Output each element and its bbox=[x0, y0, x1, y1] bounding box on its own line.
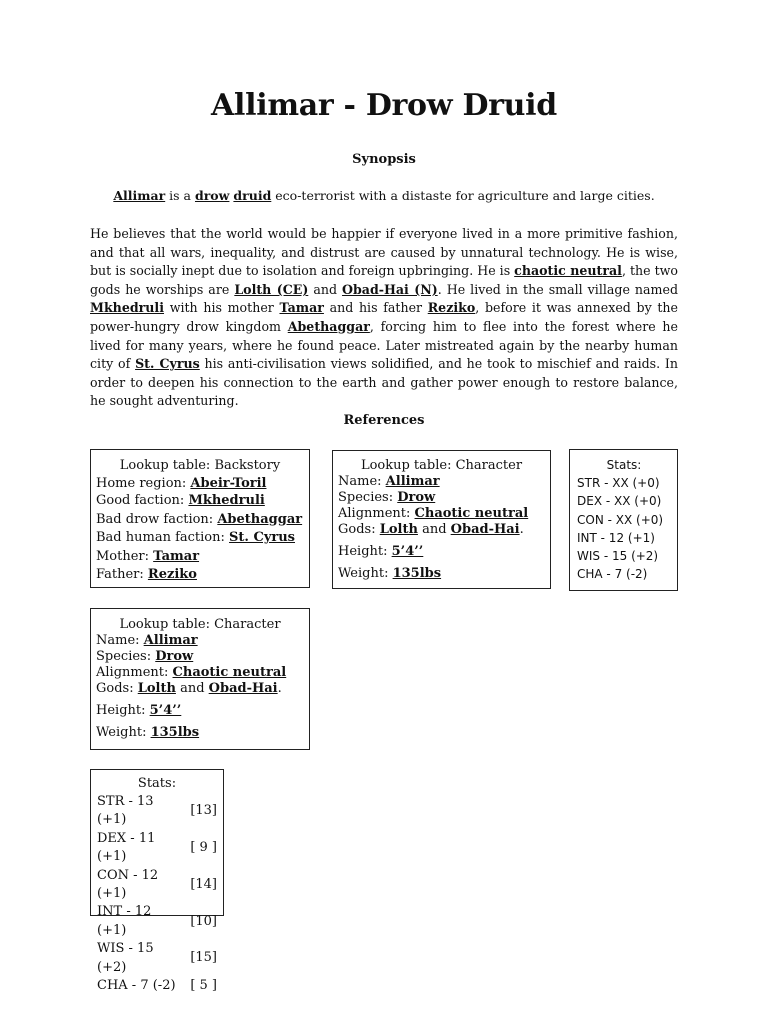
stat-row: WIS - 15 (+2) bbox=[577, 549, 659, 564]
row-label: Name: bbox=[96, 633, 144, 648]
row-text: . bbox=[277, 681, 282, 696]
name-link[interactable]: Allimar bbox=[113, 188, 166, 203]
character-table-bottom bbox=[90, 608, 310, 750]
stat-row: STR - XX (+0) bbox=[577, 476, 660, 491]
row-label: Good faction: bbox=[96, 493, 189, 508]
row-label: Home region: bbox=[96, 475, 191, 491]
stat-row bbox=[97, 867, 217, 904]
summary-text: eco-terrorist with a distaste for agriculture and large cities. bbox=[271, 188, 655, 203]
character-row-alignment bbox=[96, 665, 304, 681]
god-obad-hai-link[interactable]: Obad-Hai (N) bbox=[342, 281, 438, 297]
stat-row: CHA - 7 (-2) bbox=[577, 567, 648, 582]
paragraph-text: . He lived in the small village named bbox=[437, 281, 679, 297]
mother-link[interactable]: Tamar bbox=[279, 300, 324, 316]
row-label: Bad human faction: bbox=[96, 530, 230, 545]
alignment-ref-link[interactable]: Chaotic neutral bbox=[172, 665, 287, 680]
character-row-height bbox=[338, 544, 545, 560]
synopsis-summary bbox=[0, 188, 768, 203]
god-lolth-link[interactable]: Lolth (CE) bbox=[234, 281, 309, 297]
row-label: Height: bbox=[338, 544, 392, 559]
obad-hai-link[interactable]: Obad-Hai bbox=[450, 522, 520, 537]
row-label: Father: bbox=[96, 567, 148, 582]
backstory-row bbox=[96, 548, 304, 566]
character-row-name bbox=[338, 474, 545, 490]
character-row-gods bbox=[96, 681, 304, 697]
row-label: Bad drow faction: bbox=[96, 511, 218, 527]
backstory-table-heading: Lookup table: Backstory bbox=[119, 458, 281, 473]
paragraph-text: , forcing him to flee into the forest where he lived for many years, where he found peace. Later mistreated again by the nearby human city of bbox=[90, 318, 678, 372]
stat-row bbox=[97, 903, 217, 940]
father-ref-link[interactable]: Reziko bbox=[147, 567, 197, 582]
stat-base: [15] bbox=[190, 950, 217, 966]
stat-row bbox=[97, 977, 217, 995]
stat-base: [ 9 ] bbox=[190, 840, 217, 856]
stat-row: CON - XX (+0) bbox=[577, 512, 664, 527]
bad-human-faction-link[interactable]: St. Cyrus bbox=[229, 530, 295, 545]
stat-value: STR - 13 (+1) bbox=[97, 794, 154, 828]
row-label: Height: bbox=[96, 703, 150, 718]
backstory-row bbox=[96, 475, 304, 493]
home-region-link[interactable]: Abeir-Toril bbox=[190, 475, 267, 491]
backstory-row bbox=[96, 511, 304, 529]
backstory-table bbox=[90, 449, 310, 588]
stat-base: [ 5 ] bbox=[190, 978, 217, 994]
character-row-gods bbox=[338, 522, 545, 538]
row-label: Species: bbox=[338, 490, 398, 505]
references-heading: References bbox=[343, 413, 425, 428]
weight-link[interactable]: 135lbs bbox=[392, 566, 442, 581]
obad-hai-link[interactable]: Obad-Hai bbox=[208, 681, 278, 696]
synopsis-paragraph bbox=[90, 225, 678, 411]
height-link[interactable]: 5’4’’ bbox=[149, 703, 182, 718]
stat-row: DEX - XX (+0) bbox=[577, 494, 662, 509]
backstory-row bbox=[96, 529, 304, 547]
row-label: Name: bbox=[338, 474, 386, 489]
mother-ref-link[interactable]: Tamar bbox=[153, 548, 200, 564]
row-label: Alignment: bbox=[96, 665, 173, 680]
alignment-link[interactable]: chaotic neutral bbox=[514, 263, 622, 279]
stat-row bbox=[97, 793, 217, 830]
row-label: Gods: bbox=[338, 522, 380, 537]
stat-value: CHA - 7 (-2) bbox=[97, 978, 176, 994]
page-title: Allimar - Drow Druid bbox=[211, 88, 557, 123]
stat-row bbox=[97, 830, 217, 867]
character-name-link[interactable]: Allimar bbox=[385, 474, 440, 489]
character-row-weight bbox=[96, 725, 304, 741]
height-link[interactable]: 5’4’’ bbox=[391, 544, 424, 559]
stat-base: [13] bbox=[190, 803, 217, 819]
character-name-link[interactable]: Allimar bbox=[143, 633, 198, 648]
summary-text: is a bbox=[165, 188, 195, 203]
character-table-heading: Lookup table: Character bbox=[119, 617, 281, 632]
row-label: Weight: bbox=[96, 725, 151, 740]
paragraph-text: his anti-civilisation views solidified, and he took to mischief and raids. In order to deepen his connection to the earth and gather power enough to restore balance, he sought adventuring. bbox=[90, 356, 678, 409]
good-faction-link[interactable]: Mkhedruli bbox=[188, 493, 265, 508]
row-text: and bbox=[175, 681, 209, 696]
character-row-name bbox=[96, 633, 304, 649]
species-link[interactable]: Drow bbox=[397, 490, 436, 505]
backstory-row bbox=[96, 566, 304, 584]
character-row-height bbox=[96, 703, 304, 719]
alignment-ref-link[interactable]: Chaotic neutral bbox=[414, 506, 529, 521]
stats-heading: Stats: bbox=[606, 458, 642, 472]
synopsis-heading: Synopsis bbox=[352, 152, 416, 167]
stats-grid bbox=[97, 793, 217, 995]
backstory-row bbox=[96, 492, 304, 510]
stat-value: DEX - 11 (+1) bbox=[97, 830, 156, 865]
stats-table-bottom bbox=[90, 769, 224, 994]
character-table-heading: Lookup table: Character bbox=[360, 458, 523, 473]
bad-drow-faction-link[interactable]: Abethaggar bbox=[217, 511, 303, 527]
character-row-weight bbox=[338, 566, 545, 582]
species-link[interactable]: Drow bbox=[155, 649, 194, 664]
character-table-top bbox=[332, 450, 551, 589]
stat-value: INT - 12 (+1) bbox=[97, 904, 152, 938]
row-label: Weight: bbox=[338, 566, 393, 581]
stats-table-top bbox=[569, 449, 678, 591]
row-text: . bbox=[519, 522, 524, 537]
character-row-species bbox=[96, 649, 304, 665]
stats-heading: Stats: bbox=[137, 776, 177, 791]
character-row-species bbox=[338, 490, 545, 506]
race-link[interactable]: drow bbox=[194, 188, 230, 203]
row-label: Mother: bbox=[96, 548, 154, 564]
father-link[interactable]: Reziko bbox=[427, 300, 476, 316]
paragraph-text: and his father bbox=[323, 300, 428, 316]
paragraph-text: with his mother bbox=[164, 300, 280, 316]
row-text: and bbox=[417, 522, 451, 537]
paragraph-text: , the two gods he worships are bbox=[90, 263, 679, 297]
kingdom-link[interactable]: Abethaggar bbox=[287, 318, 370, 334]
row-label: Alignment: bbox=[338, 506, 415, 521]
paragraph-text: He believes that the world would be happier if everyone lived in a more primitive fashion, and that all wars, inequality, and distrust are caused by unnatural technology. He is wise, but is socially inept due to isolation and foreign upbringing. He is bbox=[90, 226, 678, 279]
row-label: Species: bbox=[96, 649, 156, 664]
stat-row bbox=[97, 940, 217, 977]
row-label: Gods: bbox=[96, 681, 138, 696]
character-row-alignment bbox=[338, 506, 545, 522]
paragraph-text: and bbox=[308, 281, 343, 297]
class-link[interactable]: druid bbox=[233, 188, 272, 203]
lolth-link[interactable]: Lolth bbox=[137, 681, 176, 696]
stat-value: WIS - 15 (+2) bbox=[97, 941, 154, 975]
lolth-link[interactable]: Lolth bbox=[379, 522, 418, 537]
paragraph-text: , before it was annexed by the power-hungry drow kingdom bbox=[90, 300, 678, 334]
stat-base: [14] bbox=[190, 876, 217, 892]
city-link[interactable]: St. Cyrus bbox=[135, 356, 200, 372]
stat-row: INT - 12 (+1) bbox=[577, 530, 655, 545]
village-link[interactable]: Mkhedruli bbox=[90, 300, 165, 316]
weight-link[interactable]: 135lbs bbox=[150, 725, 200, 740]
stat-base: [10] bbox=[190, 913, 217, 929]
stat-value: CON - 12 (+1) bbox=[97, 867, 159, 902]
